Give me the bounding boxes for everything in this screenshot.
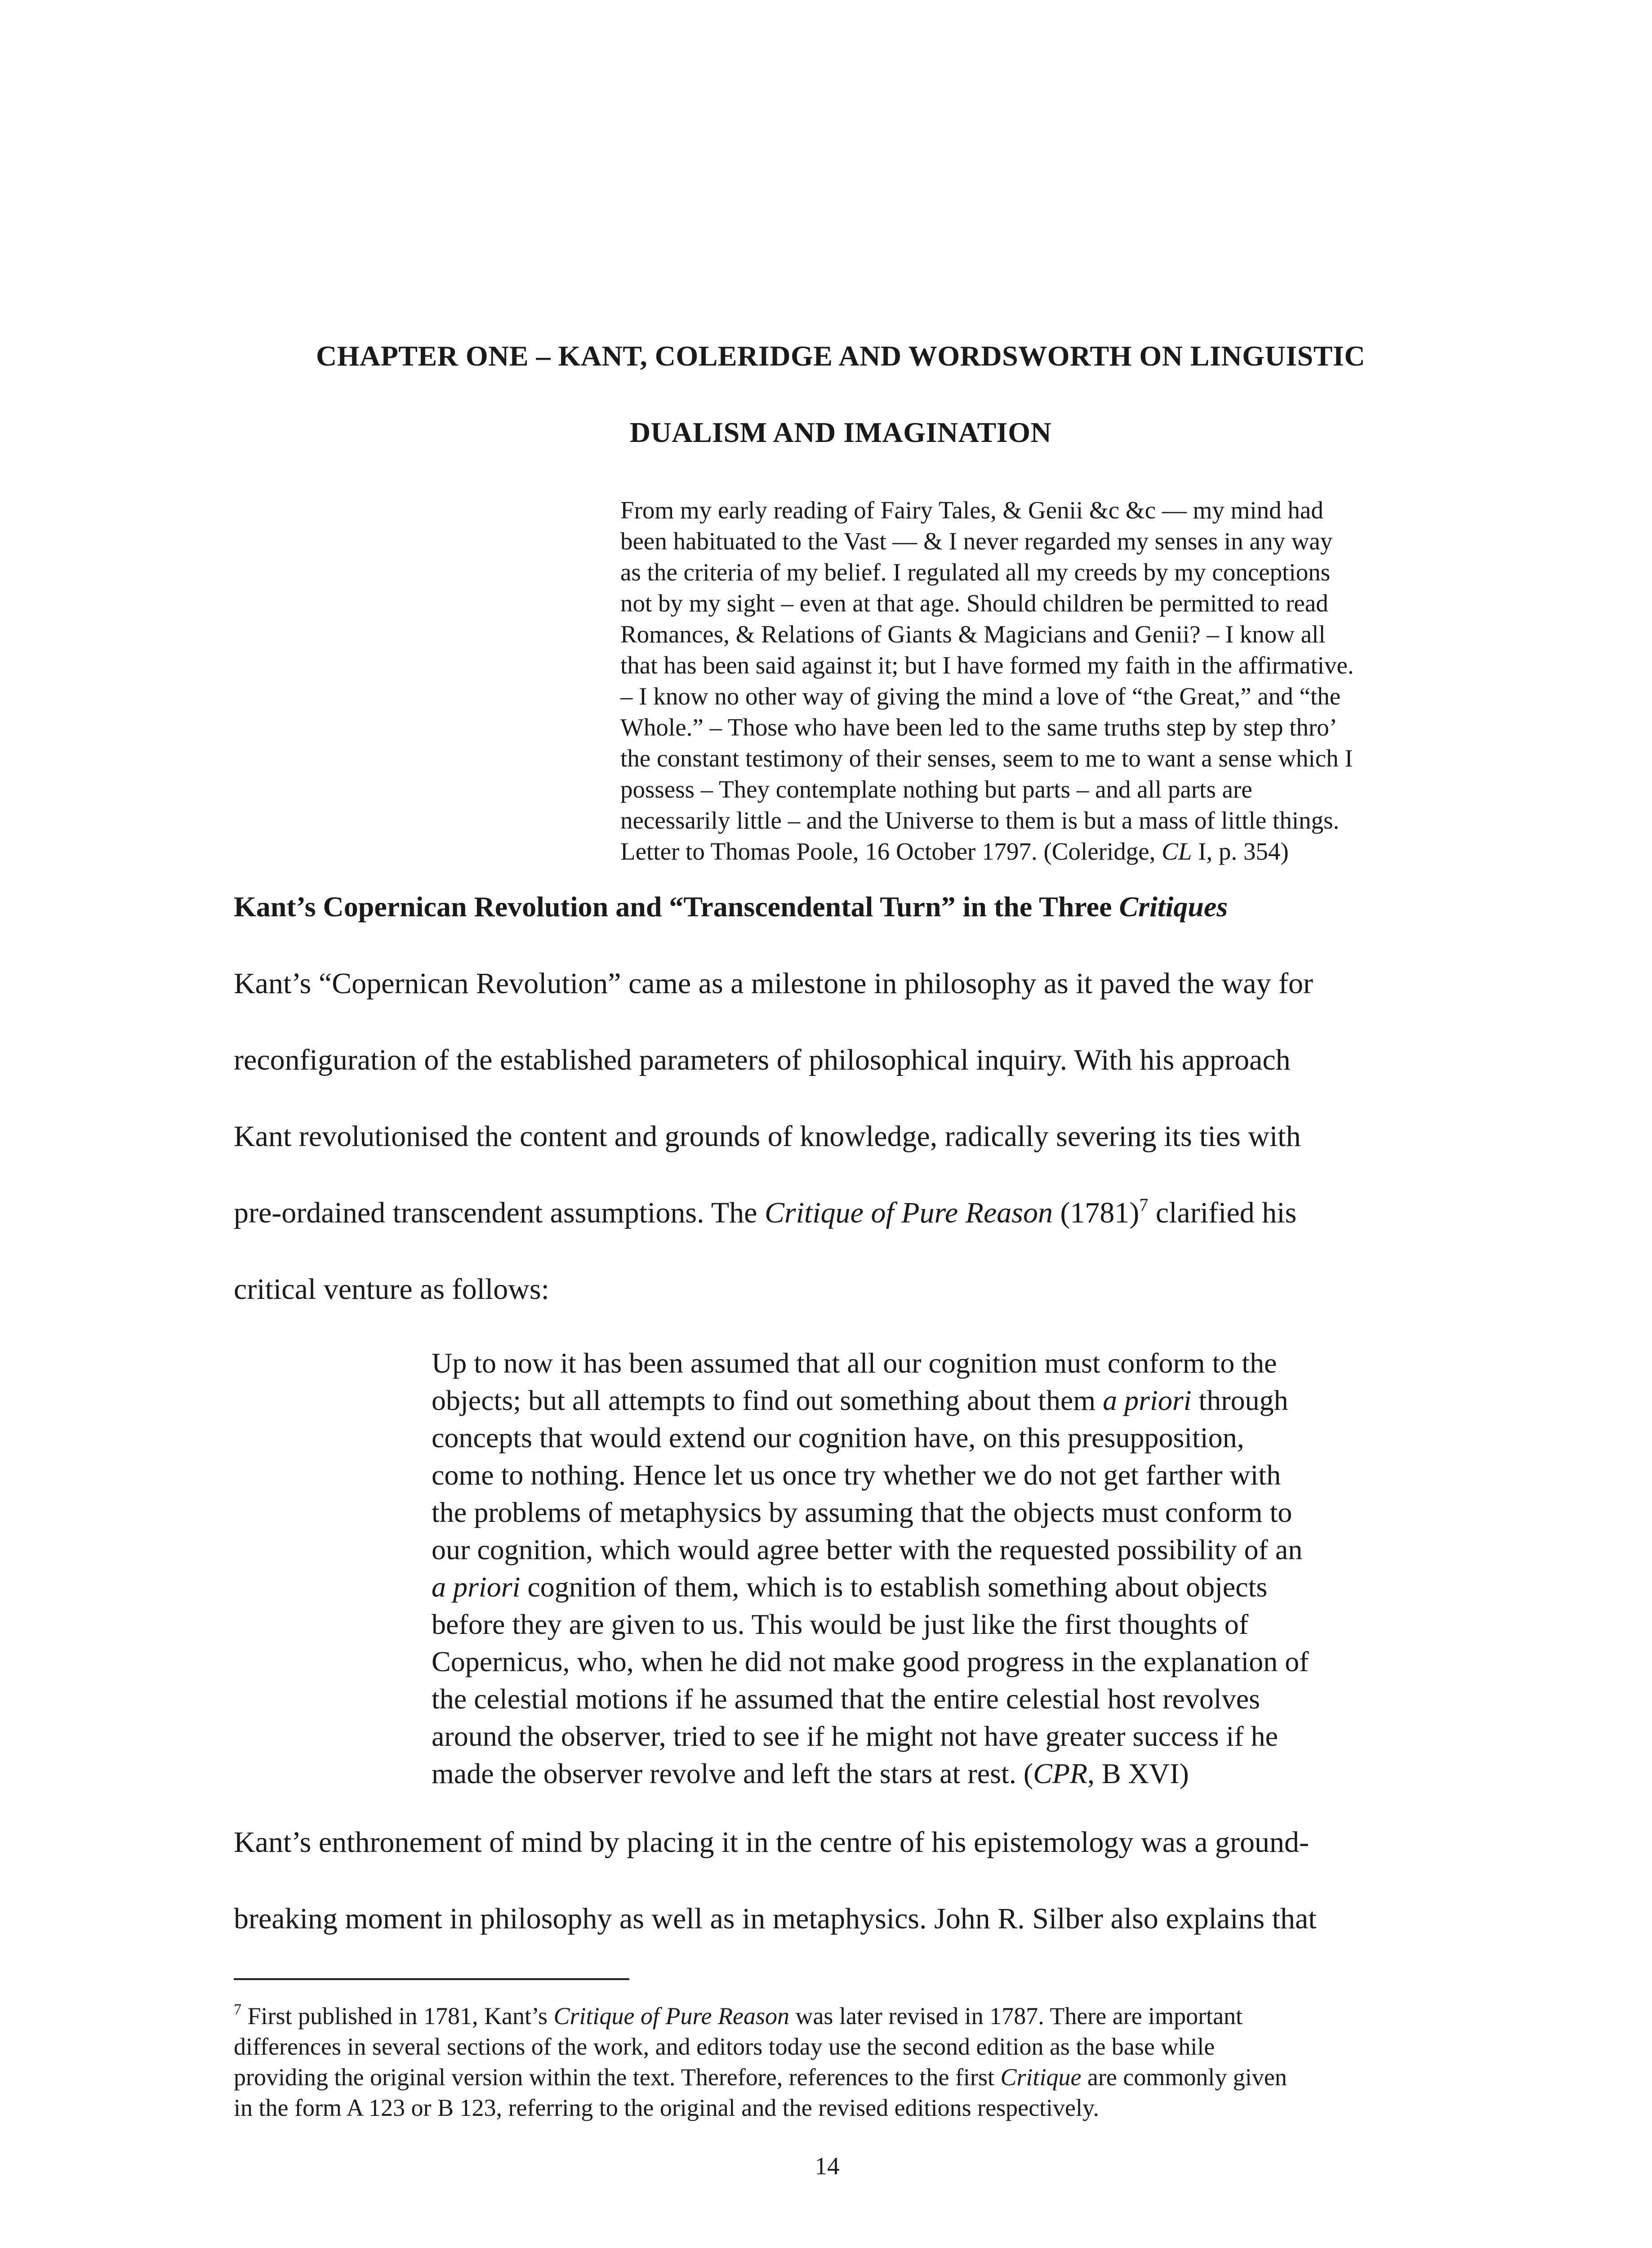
epigraph-text: From my early reading of Fairy Tales, & Genii &c &c — my mind had been habituated to the Vast — & I never regarded my senses in any way as the criteria of my belief. I regulated all my creeds by my conceptions not by my sight – even at that age. Should children be permitted to read Romances, & Relations of Giants & Magicians and Genii? – I know all that has been said against it; but I have formed my faith in the affirmative. – I know no other way of giving the mind a love of “the Great,” and “the Whole.” – Those who have been led to the same truths step by step thro’ the constant testimony of their senses, seem to me to want a sense which I possess – They contemplate nothing but parts – and all parts are necessarily little – and the Universe to them is but a mass of little things. <box>620 496 1354 834</box>
body-line: breaking moment in philosophy as well as in metaphysics. John R. Silber also explains that <box>234 1902 1317 1935</box>
body-line: critical venture as follows: <box>234 1273 549 1306</box>
body-line: Kant’s enthronement of mind by placing it in the centre of his epistemology was a ground- <box>234 1826 1309 1859</box>
epigraph-citation: Letter to Thomas Poole, 16 October 1797. (Coleridge, CL I, p. 354) <box>620 838 1289 865</box>
body-line: pre-ordained transcendent assumptions. The Critique of Pure Reason (1781)$^7$ clarified his <box>234 1195 1297 1229</box>
page-number: 14 <box>815 2152 840 2180</box>
body-line: reconfiguration of the established parameters of philosophical inquiry. With his approach <box>234 1044 1291 1076</box>
section-heading: Kant’s Copernican Revolution and “Transcendental Turn” in the Three Critiques <box>234 891 1228 923</box>
epigraph <box>620 495 1456 867</box>
chapter-title-line-1: CHAPTER ONE – KANT, COLERIDGE AND WORDSWORTH ON LINGUISTIC <box>316 340 1366 372</box>
body-line: Kant revolutionised the content and grounds of knowledge, radically severing its ties with <box>234 1120 1301 1153</box>
block-quote: Up to now it has been assumed that all our cognition must conform to the objects; but all attempts to find out something about them a priori through concepts that would extend our cognition have, on this presupposition, come to nothing. Hence let us once try whether we do not get farther with the problems of metaphysics by assuming that the objects must conform to our cognition, which would agree better with the requested possibility of an a priori cognition of them, which is to establish something about objects before they are given to us. This would be just like the first thoughts of Copernicus, who, when he did not make good progress in the explanation of the celestial motions if he assumed that the entire celestial host revolves around the observer, tried to see if he might not have greater success if he made the observer revolve and left the stars at rest. (CPR, B XVI) <box>432 1347 1309 1789</box>
body-line: Kant’s “Copernican Revolution” came as a milestone in philosophy as it paved the way for <box>234 967 1314 1000</box>
footnote-reference[interactable]: 7 <box>1139 1195 1149 1215</box>
footnote: $^7$ First published in 1781, Kant’s Critique of Pure Reason was later revised in 1787. There are important differences in several sections of the work, and editors today use the second edition as the base while providing the original version within the text. Therefore, references to the first Critique are commonly given in the form A 123 or B 123, referring to the original and the revised editions respectively. <box>234 2001 1287 2121</box>
footnote-number: 7 <box>234 2001 241 2018</box>
chapter-title-line-2: DUALISM AND IMAGINATION <box>629 416 1052 448</box>
footnote-divider <box>234 1978 629 1980</box>
